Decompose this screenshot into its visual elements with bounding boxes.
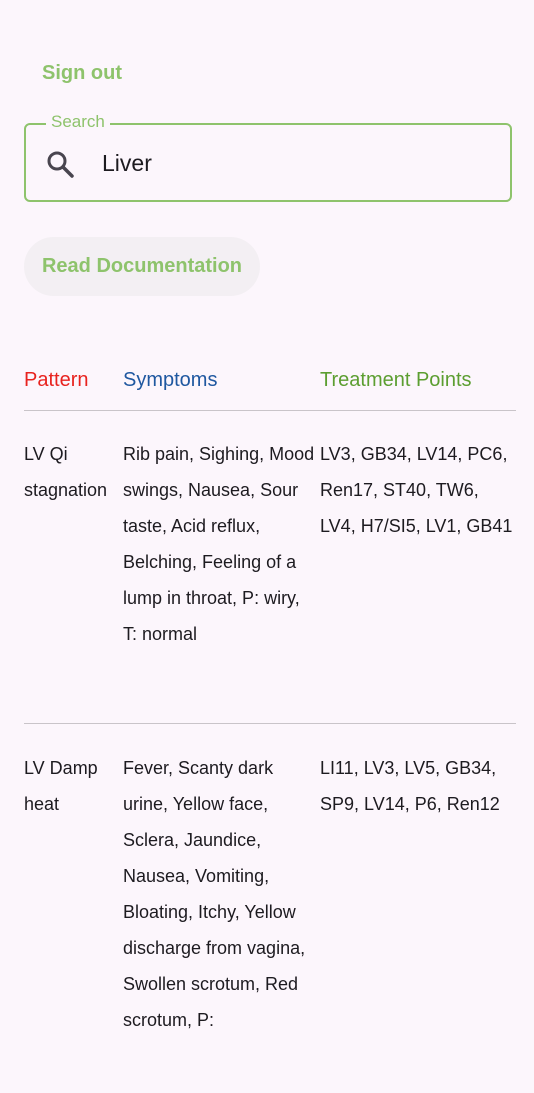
search-label: Search <box>46 112 110 132</box>
column-header-symptoms: Symptoms <box>123 369 218 391</box>
row-treatment-points: LV3, GB34, LV14, PC6, Ren17, ST40, TW6, LV4, H7/SI5, LV1, GB41 <box>320 444 513 536</box>
row-pattern: LV Damp heat <box>24 758 98 814</box>
row-symptoms: Fever, Scanty dark urine, Yellow face, Sclera, Jaundice, Nausea, Vomiting, Bloating, Itchy, Yellow discharge from vagina, Swollen scrotum, Red scrotum, P: <box>123 758 306 1030</box>
read-documentation-button[interactable]: Read Documentation <box>24 237 260 296</box>
row-treatment-points: LI11, LV3, LV5, GB34, SP9, LV14, P6, Ren12 <box>320 758 500 814</box>
search-input[interactable] <box>102 147 482 179</box>
sign-out-button[interactable]: Sign out <box>42 62 122 84</box>
header-divider <box>24 410 516 411</box>
row-pattern: LV Qi stagnation <box>24 444 108 500</box>
row-divider <box>24 723 516 724</box>
column-header-pattern: Pattern <box>24 369 89 391</box>
column-header-treatment-points: Treatment Points <box>320 369 472 391</box>
search-icon <box>45 149 75 179</box>
row-symptoms: Rib pain, Sighing, Mood swings, Nausea, Sour taste, Acid reflux, Belching, Feeling of a lump in throat, P: wiry, T: normal <box>123 444 315 644</box>
search-field[interactable] <box>24 112 512 202</box>
